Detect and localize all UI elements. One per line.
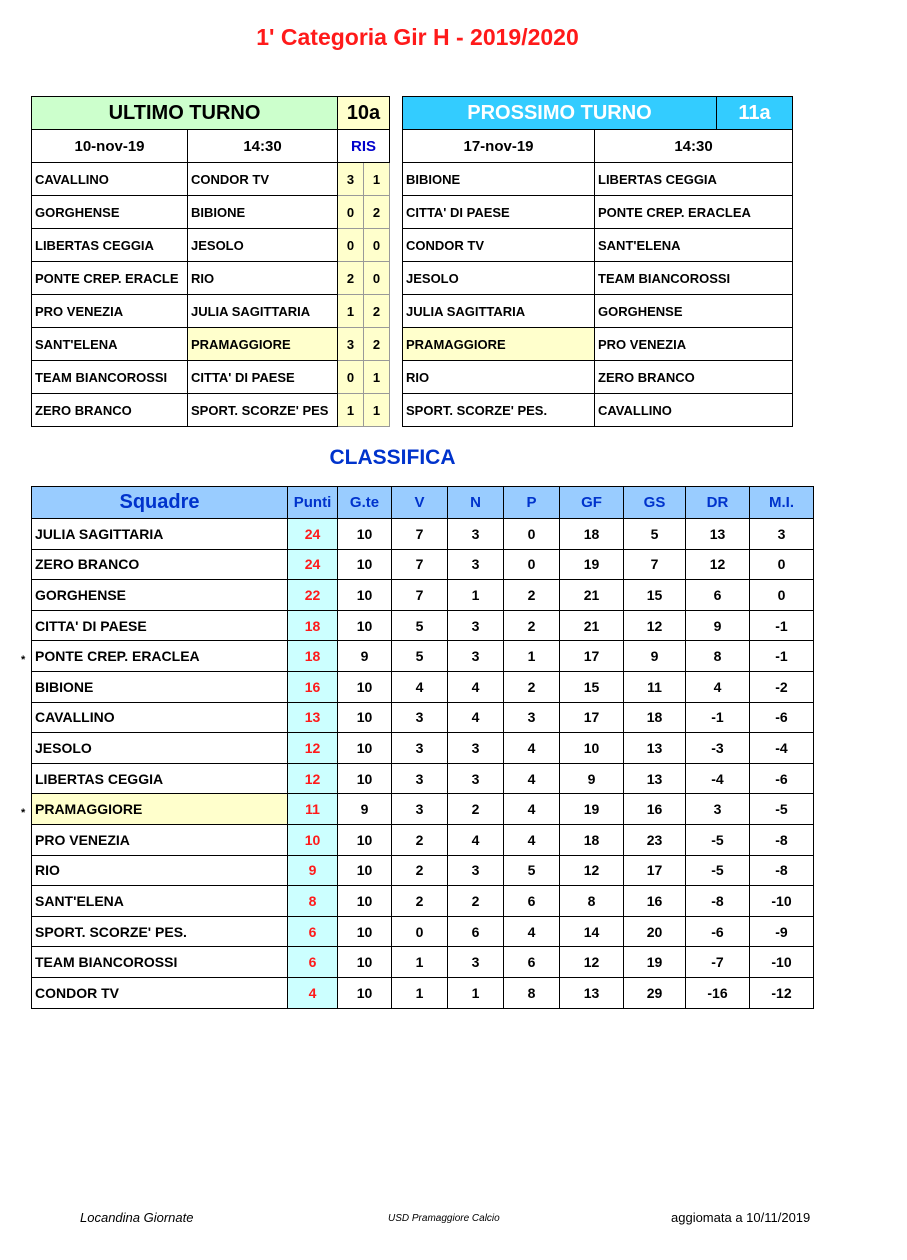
team-name: PRAMAGGIORE <box>32 794 288 825</box>
stat-cell: -4 <box>686 763 750 794</box>
column-header: M.I. <box>750 487 814 519</box>
stat-cell: 6 <box>288 916 338 947</box>
stat-cell: 10 <box>338 886 392 917</box>
away-score: 2 <box>364 196 390 229</box>
stat-cell: 3 <box>448 641 504 672</box>
last-round-match-row <box>32 328 390 361</box>
stat-cell: 3 <box>448 549 504 580</box>
stat-cell: 9 <box>624 641 686 672</box>
footer-left: Locandina Giornate <box>80 1210 194 1225</box>
stat-cell: 4 <box>288 977 338 1008</box>
away-team: JESOLO <box>188 229 338 262</box>
stat-cell: 20 <box>624 916 686 947</box>
stat-cell: 18 <box>560 824 624 855</box>
stat-cell: 10 <box>338 549 392 580</box>
standings-row <box>32 855 814 886</box>
stat-cell: -8 <box>750 824 814 855</box>
next-round-time: 14:30 <box>595 130 793 163</box>
stat-cell: 4 <box>504 763 560 794</box>
column-header: N <box>448 487 504 519</box>
home-score: 0 <box>338 361 364 394</box>
stat-cell: -7 <box>686 947 750 978</box>
stat-cell: 8 <box>288 886 338 917</box>
stat-cell: 4 <box>504 733 560 764</box>
stat-cell: 7 <box>392 549 448 580</box>
standings-row <box>32 886 814 917</box>
standings-row <box>32 519 814 550</box>
stat-cell: 13 <box>560 977 624 1008</box>
stat-cell: 12 <box>288 733 338 764</box>
next-round-match-row <box>403 394 793 427</box>
stat-cell: 10 <box>560 733 624 764</box>
home-team: BIBIONE <box>403 163 595 196</box>
away-team: PRAMAGGIORE <box>188 328 338 361</box>
standings-title: CLASSIFICA <box>329 446 456 469</box>
stat-cell: 6 <box>686 580 750 611</box>
next-round-match-row <box>403 361 793 394</box>
next-round-match-row <box>403 328 793 361</box>
away-score: 1 <box>364 163 390 196</box>
home-team: GORGHENSE <box>32 196 188 229</box>
stat-cell: 3 <box>686 794 750 825</box>
team-name: RIO <box>32 855 288 886</box>
column-header: V <box>392 487 448 519</box>
stat-cell: 4 <box>504 794 560 825</box>
stat-cell: 2 <box>448 794 504 825</box>
next-round-label: PROSSIMO TURNO <box>403 97 717 130</box>
column-header: P <box>504 487 560 519</box>
stat-cell: 13 <box>686 519 750 550</box>
footer-middle: USD Pramaggiore Calcio <box>388 1213 500 1224</box>
stat-cell: 12 <box>288 763 338 794</box>
footer-right: aggiomata a 10/11/2019 <box>671 1210 811 1225</box>
stat-cell: 3 <box>448 610 504 641</box>
away-team: TEAM BIANCOROSSI <box>595 262 793 295</box>
last-round-match-row <box>32 196 390 229</box>
stat-cell: 0 <box>504 519 560 550</box>
away-score: 1 <box>364 394 390 427</box>
away-team: PONTE CREP. ERACLEA <box>595 196 793 229</box>
standings-row <box>32 947 814 978</box>
home-team: PRAMAGGIORE <box>403 328 595 361</box>
next-round-number: 11a <box>717 97 793 130</box>
stat-cell: 4 <box>392 671 448 702</box>
team-name: CITTA' DI PAESE <box>32 610 288 641</box>
stat-cell: -8 <box>686 886 750 917</box>
column-header: Punti <box>288 487 338 519</box>
stat-cell: 3 <box>448 855 504 886</box>
last-round-number: 10a <box>338 97 390 130</box>
stat-cell: -5 <box>686 855 750 886</box>
stat-cell: 7 <box>392 519 448 550</box>
column-header: GS <box>624 487 686 519</box>
away-score: 0 <box>364 262 390 295</box>
ris-label: RIS <box>338 130 390 163</box>
home-score: 1 <box>338 394 364 427</box>
stat-cell: 2 <box>392 824 448 855</box>
stat-cell: 10 <box>338 702 392 733</box>
stat-cell: 11 <box>624 671 686 702</box>
last-round-match-row <box>32 163 390 196</box>
stat-cell: 10 <box>338 580 392 611</box>
stat-cell: 12 <box>560 947 624 978</box>
team-name: JESOLO <box>32 733 288 764</box>
stat-cell: 1 <box>448 580 504 611</box>
away-team: JULIA SAGITTARIA <box>188 295 338 328</box>
column-header: Squadre <box>32 487 288 519</box>
stat-cell: 12 <box>686 549 750 580</box>
stat-cell: 4 <box>504 824 560 855</box>
home-team: CONDOR TV <box>403 229 595 262</box>
stat-cell: 5 <box>624 519 686 550</box>
stat-cell: 2 <box>392 855 448 886</box>
stat-cell: -6 <box>750 702 814 733</box>
stat-cell: 0 <box>750 549 814 580</box>
away-team: GORGHENSE <box>595 295 793 328</box>
away-score: 1 <box>364 361 390 394</box>
column-header: DR <box>686 487 750 519</box>
stat-cell: 16 <box>624 886 686 917</box>
stat-cell: 10 <box>338 671 392 702</box>
away-score: 2 <box>364 295 390 328</box>
stat-cell: 13 <box>624 733 686 764</box>
stat-cell: 2 <box>448 886 504 917</box>
stat-cell: -3 <box>686 733 750 764</box>
last-round-label: ULTIMO TURNO <box>32 97 338 130</box>
stat-cell: 9 <box>338 794 392 825</box>
last-round-match-row <box>32 295 390 328</box>
stat-cell: -5 <box>686 824 750 855</box>
home-team: TEAM BIANCOROSSI <box>32 361 188 394</box>
standings-row <box>32 671 814 702</box>
last-round-table <box>31 96 390 427</box>
team-name: GORGHENSE <box>32 580 288 611</box>
home-team: PONTE CREP. ERACLE <box>32 262 188 295</box>
stat-cell: 21 <box>560 610 624 641</box>
stat-cell: 1 <box>448 977 504 1008</box>
stat-cell: 19 <box>624 947 686 978</box>
stat-cell: 29 <box>624 977 686 1008</box>
team-name: ZERO BRANCO <box>32 549 288 580</box>
home-team: RIO <box>403 361 595 394</box>
team-name: SPORT. SCORZE' PES. <box>32 916 288 947</box>
stat-cell: 10 <box>338 977 392 1008</box>
page-title: 1' Categoria Gir H - 2019/2020 <box>256 24 579 50</box>
stat-cell: 18 <box>288 610 338 641</box>
team-name: PONTE CREP. ERACLEA <box>32 641 288 672</box>
standings-table <box>31 486 814 1009</box>
stat-cell: 5 <box>392 641 448 672</box>
stat-cell: 1 <box>504 641 560 672</box>
star-mark: * <box>21 807 26 819</box>
stat-cell: 10 <box>338 610 392 641</box>
standings-row <box>32 610 814 641</box>
last-round-match-row <box>32 262 390 295</box>
team-name: SANT'ELENA <box>32 886 288 917</box>
stat-cell: 21 <box>560 580 624 611</box>
stat-cell: 6 <box>504 947 560 978</box>
last-round-match-row <box>32 361 390 394</box>
stat-cell: -6 <box>686 916 750 947</box>
stat-cell: 2 <box>504 580 560 611</box>
column-header: GF <box>560 487 624 519</box>
stat-cell: 9 <box>288 855 338 886</box>
stat-cell: 6 <box>448 916 504 947</box>
stat-cell: 16 <box>624 794 686 825</box>
next-round-date: 17-nov-19 <box>403 130 595 163</box>
stat-cell: -16 <box>686 977 750 1008</box>
home-team: SPORT. SCORZE' PES. <box>403 394 595 427</box>
away-team: SPORT. SCORZE' PES <box>188 394 338 427</box>
away-score: 2 <box>364 328 390 361</box>
stat-cell: 11 <box>288 794 338 825</box>
next-round-table <box>402 96 793 427</box>
away-team: SANT'ELENA <box>595 229 793 262</box>
away-team: LIBERTAS CEGGIA <box>595 163 793 196</box>
standings-row <box>32 977 814 1008</box>
stat-cell: 9 <box>338 641 392 672</box>
team-name: CONDOR TV <box>32 977 288 1008</box>
stat-cell: 8 <box>504 977 560 1008</box>
stat-cell: 24 <box>288 519 338 550</box>
standings-row <box>32 763 814 794</box>
home-score: 0 <box>338 229 364 262</box>
stat-cell: 4 <box>448 702 504 733</box>
stat-cell: 3 <box>448 947 504 978</box>
stat-cell: 12 <box>624 610 686 641</box>
home-team: SANT'ELENA <box>32 328 188 361</box>
stat-cell: -2 <box>750 671 814 702</box>
home-score: 2 <box>338 262 364 295</box>
stat-cell: 19 <box>560 549 624 580</box>
stat-cell: 24 <box>288 549 338 580</box>
last-round-date: 10-nov-19 <box>32 130 188 163</box>
stat-cell: 3 <box>392 763 448 794</box>
standings-row <box>32 794 814 825</box>
stat-cell: 8 <box>686 641 750 672</box>
standings-row <box>32 580 814 611</box>
away-team: RIO <box>188 262 338 295</box>
stat-cell: 0 <box>392 916 448 947</box>
stat-cell: 4 <box>448 671 504 702</box>
away-team: CAVALLINO <box>595 394 793 427</box>
away-score: 0 <box>364 229 390 262</box>
stat-cell: 18 <box>560 519 624 550</box>
stat-cell: 16 <box>288 671 338 702</box>
home-score: 1 <box>338 295 364 328</box>
stat-cell: -12 <box>750 977 814 1008</box>
stat-cell: -1 <box>686 702 750 733</box>
last-round-match-row <box>32 229 390 262</box>
stat-cell: 18 <box>624 702 686 733</box>
home-team: CITTA' DI PAESE <box>403 196 595 229</box>
away-team: ZERO BRANCO <box>595 361 793 394</box>
next-round-match-row <box>403 262 793 295</box>
stat-cell: 10 <box>288 824 338 855</box>
stat-cell: 3 <box>448 763 504 794</box>
stat-cell: -5 <box>750 794 814 825</box>
stat-cell: 14 <box>560 916 624 947</box>
stat-cell: 2 <box>392 886 448 917</box>
home-team: JULIA SAGITTARIA <box>403 295 595 328</box>
stat-cell: 15 <box>560 671 624 702</box>
stat-cell: 0 <box>504 549 560 580</box>
stat-cell: 4 <box>686 671 750 702</box>
stat-cell: 9 <box>686 610 750 641</box>
stat-cell: -9 <box>750 916 814 947</box>
column-header: G.te <box>338 487 392 519</box>
stat-cell: 1 <box>392 947 448 978</box>
stat-cell: 3 <box>448 519 504 550</box>
stat-cell: 4 <box>504 916 560 947</box>
home-score: 3 <box>338 328 364 361</box>
stat-cell: 13 <box>624 763 686 794</box>
away-team: BIBIONE <box>188 196 338 229</box>
home-team: PRO VENEZIA <box>32 295 188 328</box>
stat-cell: -10 <box>750 886 814 917</box>
stat-cell: 10 <box>338 824 392 855</box>
team-name: BIBIONE <box>32 671 288 702</box>
stat-cell: 18 <box>288 641 338 672</box>
stat-cell: 10 <box>338 733 392 764</box>
stat-cell: 17 <box>624 855 686 886</box>
stat-cell: 19 <box>560 794 624 825</box>
stat-cell: -8 <box>750 855 814 886</box>
stat-cell: -6 <box>750 763 814 794</box>
stat-cell: 10 <box>338 916 392 947</box>
stat-cell: 3 <box>750 519 814 550</box>
home-team: ZERO BRANCO <box>32 394 188 427</box>
next-round-match-row <box>403 229 793 262</box>
stat-cell: -1 <box>750 641 814 672</box>
stat-cell: -4 <box>750 733 814 764</box>
stat-cell: 13 <box>288 702 338 733</box>
stat-cell: 1 <box>392 977 448 1008</box>
stat-cell: 2 <box>504 610 560 641</box>
stat-cell: 3 <box>392 702 448 733</box>
stat-cell: 3 <box>392 794 448 825</box>
stat-cell: 10 <box>338 519 392 550</box>
stat-cell: 9 <box>560 763 624 794</box>
stat-cell: 0 <box>750 580 814 611</box>
team-name: TEAM BIANCOROSSI <box>32 947 288 978</box>
last-round-time: 14:30 <box>188 130 338 163</box>
home-team: JESOLO <box>403 262 595 295</box>
stat-cell: 2 <box>504 671 560 702</box>
stat-cell: 12 <box>560 855 624 886</box>
team-name: JULIA SAGITTARIA <box>32 519 288 550</box>
standings-row <box>32 702 814 733</box>
home-score: 0 <box>338 196 364 229</box>
stat-cell: 4 <box>448 824 504 855</box>
stat-cell: 10 <box>338 855 392 886</box>
stat-cell: 17 <box>560 641 624 672</box>
stat-cell: 7 <box>624 549 686 580</box>
stat-cell: -10 <box>750 947 814 978</box>
stat-cell: 3 <box>448 733 504 764</box>
next-round-match-row <box>403 196 793 229</box>
stat-cell: 8 <box>560 886 624 917</box>
team-name: LIBERTAS CEGGIA <box>32 763 288 794</box>
last-round-match-row <box>32 394 390 427</box>
next-round-match-row <box>403 163 793 196</box>
stat-cell: 17 <box>560 702 624 733</box>
standings-row <box>32 549 814 580</box>
star-mark: * <box>21 654 26 666</box>
standings-row <box>32 824 814 855</box>
stat-cell: 3 <box>392 733 448 764</box>
stat-cell: 10 <box>338 947 392 978</box>
stat-cell: 5 <box>504 855 560 886</box>
home-team: LIBERTAS CEGGIA <box>32 229 188 262</box>
home-team: CAVALLINO <box>32 163 188 196</box>
standings-row <box>32 733 814 764</box>
team-name: PRO VENEZIA <box>32 824 288 855</box>
standings-row <box>32 641 814 672</box>
home-score: 3 <box>338 163 364 196</box>
stat-cell: 3 <box>504 702 560 733</box>
stat-cell: 15 <box>624 580 686 611</box>
next-round-match-row <box>403 295 793 328</box>
stat-cell: 10 <box>338 763 392 794</box>
standings-row <box>32 916 814 947</box>
stat-cell: -1 <box>750 610 814 641</box>
away-team: CITTA' DI PAESE <box>188 361 338 394</box>
stat-cell: 5 <box>392 610 448 641</box>
away-team: CONDOR TV <box>188 163 338 196</box>
stat-cell: 23 <box>624 824 686 855</box>
stat-cell: 6 <box>504 886 560 917</box>
stat-cell: 7 <box>392 580 448 611</box>
stat-cell: 6 <box>288 947 338 978</box>
stat-cell: 22 <box>288 580 338 611</box>
team-name: CAVALLINO <box>32 702 288 733</box>
away-team: PRO VENEZIA <box>595 328 793 361</box>
